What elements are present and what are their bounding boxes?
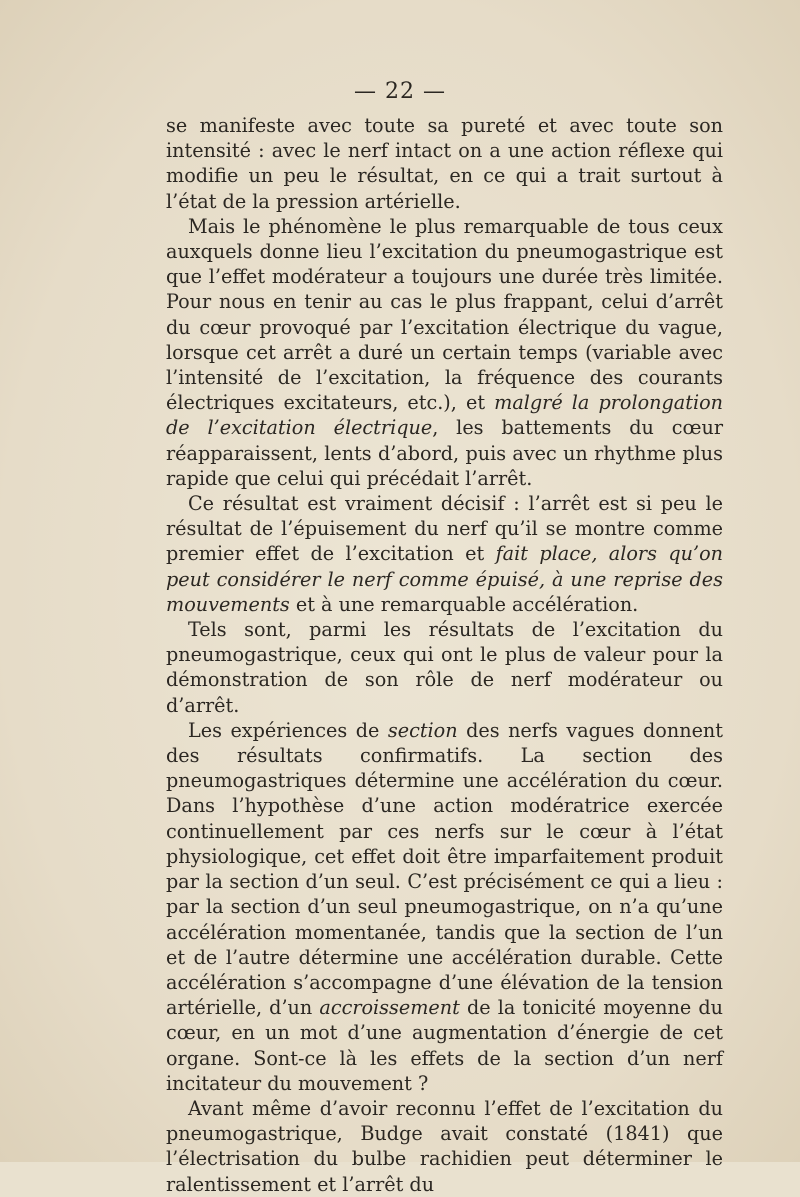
italic-run: accroissement: [319, 996, 460, 1020]
text-run: se manifeste avec toute sa pureté et avec toute son intensité : avec le nerf intact on a une action réflexe qui modifie un peu le résultat, en ce qui a trait surtout à l’état de la pression artérielle.: [166, 114, 723, 213]
paragraph: [166, 1096, 723, 1197]
text-run: Les expériences de: [188, 718, 388, 742]
italic-run: malgré la prolongation de l’excitation électrique: [166, 391, 723, 440]
text-run: de la tonicité moyenne du cœur, en un mot d’une augmentation d’énergie de cet organe. Sont-ce là les effets de la section d’un nerf incitateur du mouvement ?: [166, 996, 723, 1095]
italic-run: fait place, alors qu’on peut considérer le nerf comme épuisé, à une reprise des mouvements: [166, 542, 723, 616]
text-run: des nerfs vagues donnent des résultats confirmatifs. La section des pneumogastriques détermine une accélération du cœur. Dans l’hypothèse d’une action modératrice exercée continuellement par ces nerfs sur le cœur à l’état physiologique, cet effet doit être imparfaitement produit par la section d’un seul. C’est précisément ce qui a lieu : par la section d’un seul pneumogastrique, on n’a qu’une accélération momentanée, tandis que la section de l’un et de l’autre détermine une accélération durable. Cette accélération s’accompagne d’une élévation de la tension artérielle, d’un: [166, 718, 724, 1020]
paragraph: [166, 491, 723, 617]
text-run: Mais le phénomène le plus remarquable de tous ceux auxquels donne lieu l’excitation du pneumogastrique est que l’effet modérateur a toujours une durée très limitée. Pour nous en tenir au cas le plus frappant, celui d’arrêt du cœur provoqué par l’excitation électrique du vague, lorsque cet arrêt a duré un certain temps (variable avec l’intensité de l’excitation, la fréquence des courants électriques excitateurs, etc.), et: [166, 214, 723, 415]
paragraph: [166, 718, 723, 1096]
text-run: , les battements du cœur réapparaissent, lents d’abord, puis avec un rhythme plus rapide que celui qui précédait l’arrêt.: [166, 416, 723, 490]
paragraph: [166, 214, 723, 491]
page-number: — 22 —: [354, 79, 446, 104]
text-run: Tels sont, parmi les résultats de l’excitation du pneumogastrique, ceux qui ont le plus de valeur pour la démonstration de son rôle de nerf modérateur ou d’arrêt.: [166, 618, 723, 717]
italic-run: section: [387, 718, 458, 742]
paragraph: [166, 617, 723, 718]
text-run: Ce résultat est vraiment décisif : l’arrêt est si peu le résultat de l’épuisement du nerf qu’il se montre comme premier effet de l’excitation et: [166, 492, 723, 566]
text-run: et à une remarquable accélération.: [289, 592, 639, 616]
paragraph: [166, 113, 723, 214]
body-text: [166, 113, 723, 1197]
text-run: Avant même d’avoir reconnu l’effet de l’excitation du pneumogastrique, Budge avait constaté (1841) que l’électrisation du bulbe rachidien peut déterminer le ralentissement et l’arrêt du: [166, 1096, 723, 1196]
